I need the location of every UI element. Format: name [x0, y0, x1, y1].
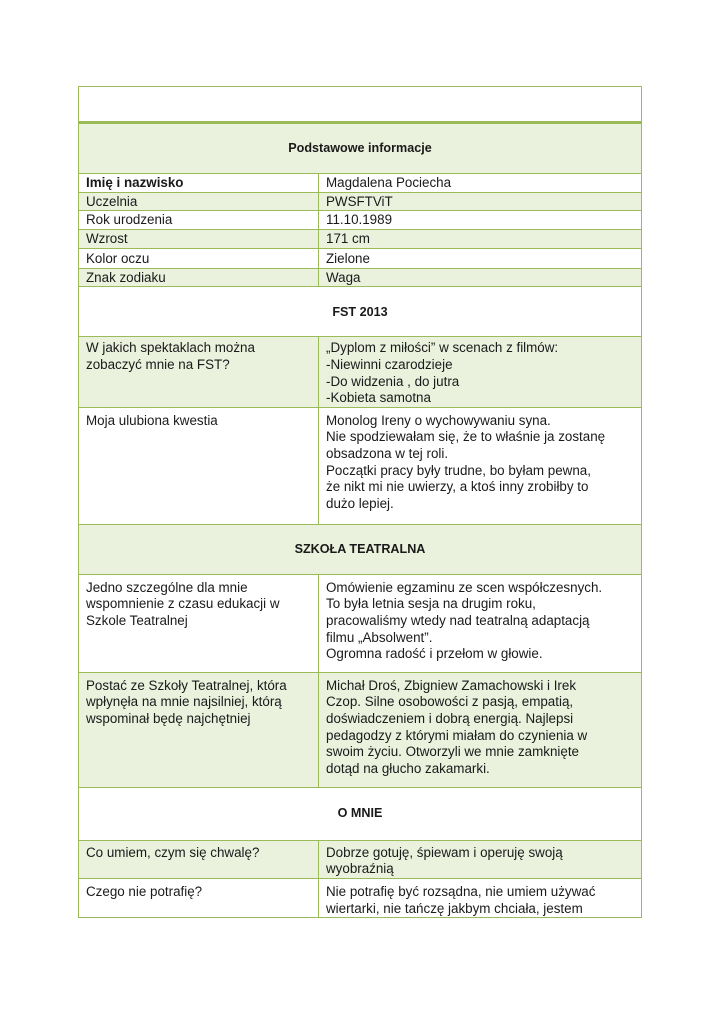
birth-value: 11.10.1989 — [319, 211, 642, 230]
text-line: To była letnia sesja na drugim roku, — [326, 596, 536, 612]
profile-table — [78, 86, 642, 918]
profile-document — [78, 86, 641, 918]
wspomnienie-answer — [319, 574, 642, 672]
wspomnienie-question — [79, 574, 319, 672]
text-line: że nikt mi nie uwierzy, a ktoś inny zrobiłby to — [326, 479, 589, 495]
section-row-szkola — [79, 524, 642, 574]
text-line: Moja ulubiona kwestia — [86, 412, 218, 428]
text-line: W jakich spektaklach można — [86, 340, 255, 356]
potrafie-question — [79, 878, 319, 917]
text-line: wpłynęła na mnie najsilniej, którą — [86, 694, 282, 710]
text-line: swoim życiu. Otworzyli we mnie zamknięte — [326, 744, 579, 760]
section-title-fst: FST 2013 — [79, 287, 642, 337]
name-label: Imię i nazwisko — [79, 174, 319, 193]
text-line: -Kobieta samotna — [326, 390, 431, 406]
spektakle-answer — [319, 337, 642, 407]
row-potrafie — [79, 878, 642, 917]
row-eyes — [79, 248, 642, 268]
row-postac — [79, 672, 642, 787]
text-line: Ogromna radość i przełom w głowie. — [326, 646, 543, 662]
row-birth — [79, 211, 642, 230]
text-line: wspominał będę najchętniej — [86, 710, 251, 726]
text-line: Postać ze Szkoły Teatralnej, która — [86, 677, 287, 693]
text-line: Czop. Silne osobowości z pasją, empatią, — [326, 694, 574, 710]
text-line: pracowaliśmy wtedy nad teatralną adaptacją — [326, 612, 590, 628]
umiem-question — [79, 840, 319, 878]
section-title-podstawowe: Podstawowe informacje — [79, 123, 642, 174]
text-line: filmu „Absolwent”. — [326, 629, 433, 645]
zodiac-label: Znak zodiaku — [79, 268, 319, 287]
school-label: Uczelnia — [79, 192, 319, 211]
row-name — [79, 174, 642, 193]
text-line: -Niewinni czarodzieje — [326, 356, 453, 372]
zodiac-value: Waga — [319, 268, 642, 287]
school-value: PWSFTViT — [319, 192, 642, 211]
spektakle-question — [79, 337, 319, 407]
section-title-omnie: O MNIE — [79, 787, 642, 840]
text-line: wyobraźnią — [326, 861, 394, 877]
text-line: Michał Droś, Zbigniew Zamachowski i Irek — [326, 677, 577, 693]
kwestia-question — [79, 407, 319, 524]
name-value: Magdalena Pociecha — [319, 174, 642, 193]
text-line: Nie spodziewałam się, że to właśnie ja zostanę — [326, 429, 606, 445]
text-line: „Dyplom z miłości” w scenach z filmów: — [326, 340, 559, 356]
empty-header-row — [79, 87, 642, 123]
row-umiem — [79, 840, 642, 878]
postac-answer — [319, 672, 642, 787]
text-line: obsadzona w tej roli. — [326, 445, 449, 461]
row-kwestia — [79, 407, 642, 524]
text-line: wspomnienie z czasu edukacji w — [86, 596, 280, 612]
height-value: 171 cm — [319, 229, 642, 248]
text-line: Co umiem, czym się chwalę? — [86, 844, 260, 860]
text-line: Szkole Teatralnej — [86, 612, 188, 628]
text-line: zobaczyć mnie na FST? — [86, 356, 230, 372]
umiem-answer — [319, 840, 642, 878]
empty-header-cell — [79, 87, 642, 123]
text-line: -Do widzenia , do jutra — [326, 373, 460, 389]
section-row-omnie — [79, 787, 642, 840]
text-line: pedagodzy z którymi miałam do czynienia w — [326, 727, 588, 743]
text-line: Omówienie egzaminu ze scen współczesnych. — [326, 579, 603, 595]
section-title-szkola: SZKOŁA TEATRALNA — [79, 524, 642, 574]
eyes-value: Zielone — [319, 248, 642, 268]
kwestia-answer — [319, 407, 642, 524]
row-wspomnienie — [79, 574, 642, 672]
section-row-podstawowe — [79, 123, 642, 174]
text-line: Jedno szczególne dla mnie — [86, 579, 248, 595]
section-row-fst — [79, 287, 642, 337]
text-line: dużo lepiej. — [326, 495, 394, 511]
text-line: Nie potrafię być rozsądna, nie umiem używać — [326, 883, 596, 899]
height-label: Wzrost — [79, 229, 319, 248]
potrafie-answer — [319, 878, 642, 917]
row-spektakle — [79, 337, 642, 407]
row-school — [79, 192, 642, 211]
birth-label: Rok urodzenia — [79, 211, 319, 230]
row-zodiac — [79, 268, 642, 287]
postac-question — [79, 672, 319, 787]
text-line: Dobrze gotuję, śpiewam i operuję swoją — [326, 844, 563, 860]
text-line: wiertarki, nie tańczę jakbym chciała, jestem — [326, 900, 583, 916]
eyes-label: Kolor oczu — [79, 248, 319, 268]
text-line: Monolog Ireny o wychowywaniu syna. — [326, 412, 551, 428]
text-line: Czego nie potrafię? — [86, 883, 203, 899]
text-line: Początki pracy były trudne, bo byłam pewna, — [326, 462, 591, 478]
text-line: dotąd na głucho zakamarki. — [326, 760, 490, 776]
text-line: doświadczeniem i dobrą energią. Najlepsi — [326, 710, 574, 726]
row-height — [79, 229, 642, 248]
